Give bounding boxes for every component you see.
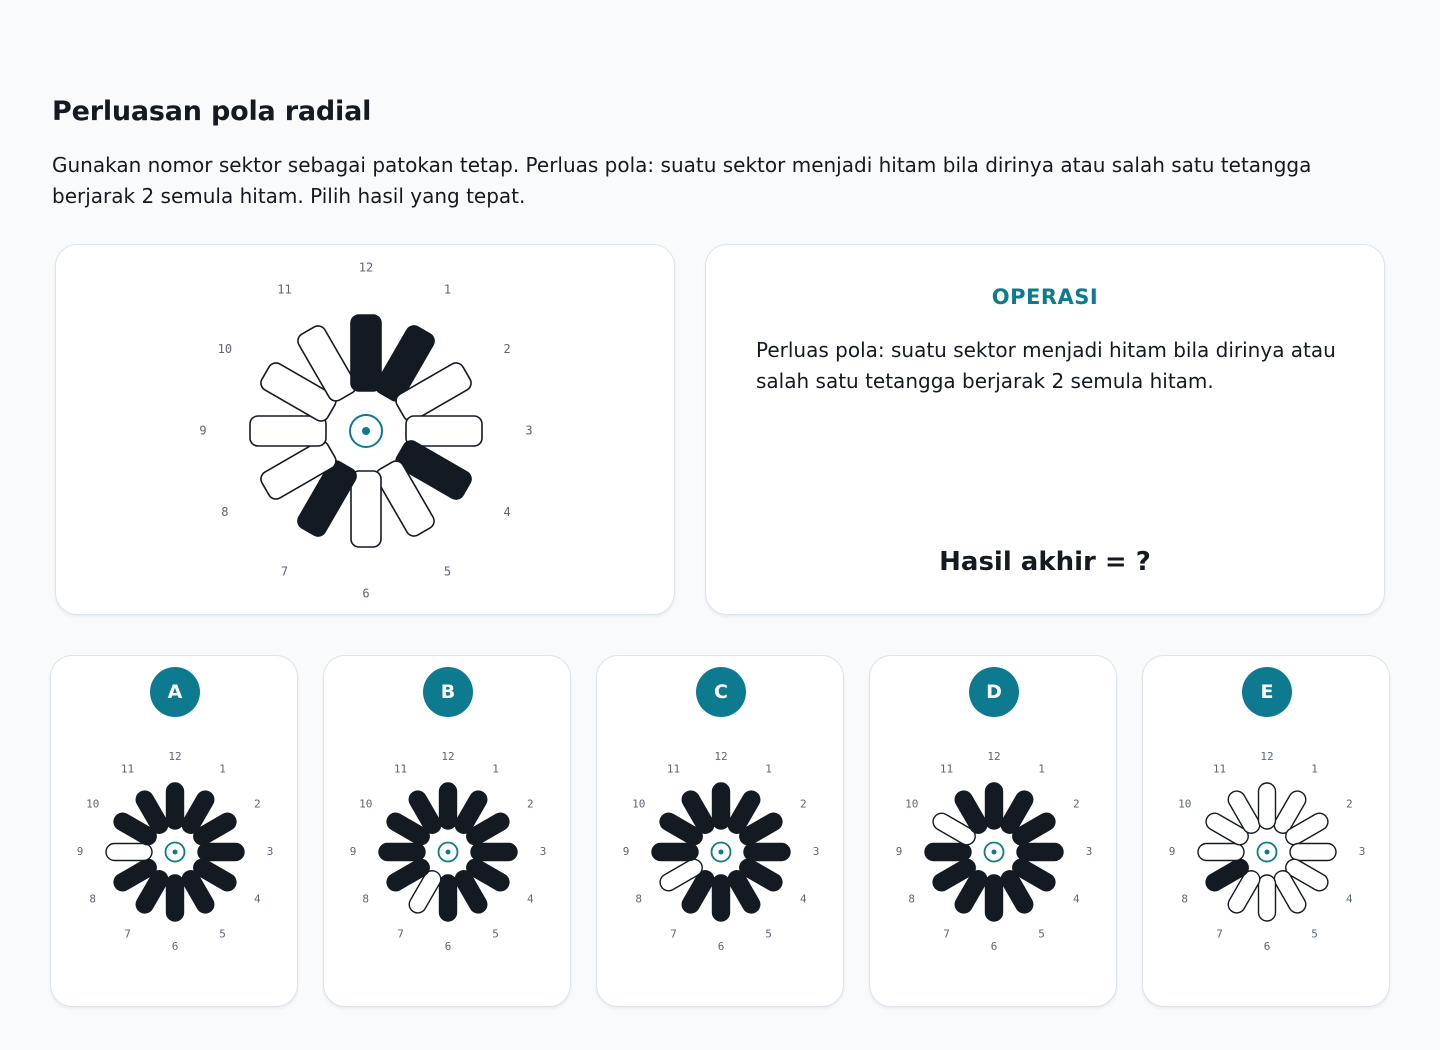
option-a-sector-number-8: 8: [89, 892, 97, 906]
option-a-sector-number-12: 12: [168, 750, 182, 763]
option-dial-b: [324, 740, 572, 960]
option-b-sector-number-4: 4: [526, 892, 534, 906]
target-circle-icon: [166, 843, 185, 862]
option-a-sector-number-9: 9: [76, 845, 84, 858]
option-d-sector-number-3: 3: [1085, 845, 1093, 858]
option-e-sector-number-3: 3: [1358, 845, 1366, 858]
puzzle-sector-number-7: 7: [280, 564, 289, 579]
option-c-sector-3: [744, 844, 790, 861]
option-a-sector-6: [167, 875, 184, 921]
option-c-sector-number-3: 3: [812, 845, 820, 858]
option-d-sector-9: [925, 844, 971, 861]
option-badge-c: C: [696, 667, 746, 717]
option-badge-b: B: [423, 667, 473, 717]
option-b-sector-number-6: 6: [444, 940, 452, 953]
puzzle-sector-number-9: 9: [199, 423, 207, 438]
option-b-sector-number-7: 7: [397, 927, 404, 941]
puzzle-sector-3: [406, 416, 482, 446]
option-d-sector-number-6: 6: [990, 940, 998, 953]
option-a-sector-number-11: 11: [120, 762, 135, 776]
puzzle-sector-number-10: 10: [217, 342, 233, 356]
option-e-sector-number-12: 12: [1260, 750, 1274, 763]
target-circle-icon: [1258, 843, 1277, 862]
option-b-sector-6: [440, 875, 457, 921]
option-d-sector-number-9: 9: [895, 845, 903, 858]
option-c-sector-number-2: 2: [799, 797, 807, 811]
option-b-sector-number-3: 3: [539, 845, 547, 858]
option-card-e[interactable]: [1142, 655, 1390, 1007]
option-a-sector-number-5: 5: [219, 927, 226, 941]
option-d-sector-number-12: 12: [987, 750, 1001, 763]
target-circle-icon: [350, 415, 382, 447]
option-e-sector-number-2: 2: [1345, 797, 1353, 811]
option-a-sector-number-4: 4: [253, 892, 261, 906]
puzzle-dial: [106, 245, 626, 616]
option-b-sector-12: [440, 783, 457, 829]
option-c-sector-9: [652, 844, 698, 861]
option-b-sector-number-1: 1: [492, 762, 499, 776]
option-card-c[interactable]: [596, 655, 844, 1007]
option-c-sector-number-10: 10: [632, 797, 646, 811]
puzzle-sector-12: [351, 315, 381, 391]
option-a-sector-number-6: 6: [171, 940, 179, 953]
option-card-d[interactable]: [869, 655, 1117, 1007]
puzzle-sector-number-3: 3: [525, 423, 533, 438]
option-d-sector-3: [1017, 844, 1063, 861]
option-a-sector-3: [198, 844, 244, 861]
option-dial-a: [51, 740, 299, 960]
option-d-sector-6: [986, 875, 1003, 921]
option-b-sector-number-10: 10: [359, 797, 373, 811]
option-b-sector-number-9: 9: [349, 845, 357, 858]
option-c-sector-number-12: 12: [714, 750, 728, 763]
option-e-sector-6: [1259, 875, 1276, 921]
option-d-sector-number-10: 10: [905, 797, 919, 811]
option-e-sector-number-7: 7: [1216, 927, 1223, 941]
option-a-sector-number-1: 1: [219, 762, 226, 776]
puzzle-sector-6: [351, 471, 381, 547]
puzzle-sector-number-5: 5: [443, 564, 452, 579]
target-circle-icon: [712, 843, 731, 862]
option-badge-a: A: [150, 667, 200, 717]
option-d-sector-12: [986, 783, 1003, 829]
option-e-sector-number-10: 10: [1178, 797, 1192, 811]
option-e-sector-number-1: 1: [1311, 762, 1318, 776]
puzzle-sector-number-11: 11: [277, 282, 292, 297]
puzzle-sector-9: [250, 416, 326, 446]
page-title: Perluasan pola radial: [52, 96, 372, 127]
option-a-sector-9: [106, 844, 152, 861]
option-e-sector-number-9: 9: [1168, 845, 1176, 858]
option-c-sector-number-7: 7: [670, 927, 677, 941]
option-c-sector-12: [713, 783, 730, 829]
option-e-sector-number-8: 8: [1181, 892, 1189, 906]
operation-result: Hasil akhir = ?: [939, 547, 1151, 577]
option-d-sector-number-4: 4: [1072, 892, 1080, 906]
option-card-b[interactable]: [323, 655, 571, 1007]
option-badge-d: D: [969, 667, 1019, 717]
puzzle-sector-number-1: 1: [443, 282, 452, 297]
option-a-sector-number-3: 3: [266, 845, 274, 858]
option-e-sector-number-5: 5: [1311, 927, 1318, 941]
target-circle-icon: [985, 843, 1004, 862]
option-card-a[interactable]: [50, 655, 298, 1007]
target-circle-icon: [439, 843, 458, 862]
option-e-sector-9: [1198, 844, 1244, 861]
option-c-sector-number-6: 6: [717, 940, 725, 953]
puzzle-sector-number-8: 8: [221, 505, 229, 519]
option-a-sector-number-7: 7: [124, 927, 131, 941]
option-dial-e: [1143, 740, 1391, 960]
puzzle-card: [55, 244, 675, 615]
option-c-sector-number-8: 8: [635, 892, 643, 906]
option-d-sector-number-11: 11: [939, 762, 954, 776]
option-d-sector-number-8: 8: [908, 892, 916, 906]
option-badge-e: E: [1242, 667, 1292, 717]
option-dial-d: [870, 740, 1118, 960]
option-b-sector-number-5: 5: [492, 927, 499, 941]
operation-heading: OPERASI: [991, 285, 1099, 309]
puzzle-sector-number-12: 12: [358, 260, 374, 275]
puzzle-sector-number-6: 6: [362, 586, 370, 601]
option-c-sector-number-1: 1: [765, 762, 772, 776]
option-e-sector-3: [1290, 844, 1336, 861]
option-d-sector-number-5: 5: [1038, 927, 1045, 941]
option-c-sector-number-9: 9: [622, 845, 630, 858]
instruction-text: Gunakan nomor sektor sebagai patokan tetap. Perluas pola: suatu sektor menjadi hitam bila dirinya atau salah satu tetangga berjarak 2 semula hitam. Pilih hasil yang tepat.: [52, 153, 1312, 208]
option-b-sector-number-11: 11: [393, 762, 408, 776]
operation-text: Perluas pola: suatu sektor menjadi hitam bila dirinya atau salah satu tetangga berjarak 2 semula hitam.: [756, 338, 1336, 393]
option-b-sector-9: [379, 844, 425, 861]
puzzle-sector-number-4: 4: [503, 505, 511, 519]
option-e-sector-number-4: 4: [1345, 892, 1353, 906]
option-dial-c: [597, 740, 845, 960]
option-b-sector-number-2: 2: [526, 797, 534, 811]
option-e-sector-number-11: 11: [1212, 762, 1227, 776]
option-a-sector-number-10: 10: [86, 797, 100, 811]
puzzle-sector-number-2: 2: [503, 342, 511, 356]
option-e-sector-number-6: 6: [1263, 940, 1271, 953]
option-d-sector-number-1: 1: [1038, 762, 1045, 776]
option-d-sector-number-2: 2: [1072, 797, 1080, 811]
option-c-sector-number-11: 11: [666, 762, 681, 776]
option-c-sector-number-4: 4: [799, 892, 807, 906]
option-b-sector-3: [471, 844, 517, 861]
option-b-sector-number-8: 8: [362, 892, 370, 906]
option-c-sector-6: [713, 875, 730, 921]
operation-card: [705, 244, 1385, 615]
option-b-sector-number-12: 12: [441, 750, 455, 763]
option-c-sector-number-5: 5: [765, 927, 772, 941]
option-d-sector-number-7: 7: [943, 927, 950, 941]
option-a-sector-12: [167, 783, 184, 829]
option-e-sector-12: [1259, 783, 1276, 829]
option-a-sector-number-2: 2: [253, 797, 261, 811]
